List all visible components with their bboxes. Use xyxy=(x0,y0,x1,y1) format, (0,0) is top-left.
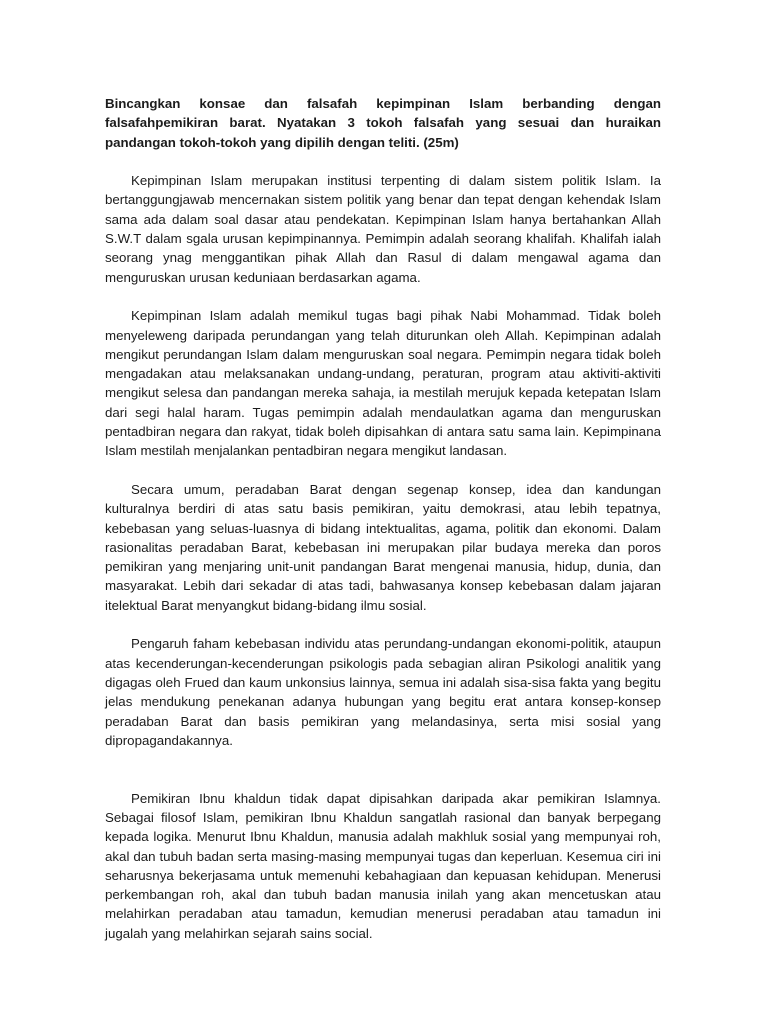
paragraph-kepimpinan-islam-institusi: Kepimpinan Islam merupakan institusi terpenting di dalam sistem politik Islam. Ia bertanggungjawab mencernakan sistem politik yang benar dan tepat dengan kehendak Islam sama ada dalam soal dasar atau pendekatan. Kepimpinan Islam hanya bertahankan Allah S.W.T dalam sgala urusan kepimpinannya. Pemimpin adalah seorang khalifah. Khalifah ialah seorang ynag menggantikan pihak Allah dan Rasul di dalam mengawal agama dan menguruskan urusan keduniaan berdasarkan agama. xyxy=(105,173,661,285)
document-page xyxy=(105,94,661,962)
question-heading: Bincangkan konsae dan falsafah kepimpinan Islam berbanding dengan falsafahpemikiran barat. Nyatakan 3 tokoh falsafah yang sesuai dan huraikan pandangan tokoh-tokoh yang dipilih dengan teliti. (25m) xyxy=(105,96,661,150)
paragraph-peradaban-barat: Secara umum, peradaban Barat dengan segenap konsep, idea dan kandungan kulturalnya berdiri di atas satu basis pemikiran, yaitu demokrasi, atau lebih tepatnya, kebebasan yang seluas-luasnya di bidang intektualitas, agama, politik dan ekonomi. Dalam rasionalitas peradaban Barat, kebebasan ini merupakan pilar budaya mereka dan poros pemikiran yang menjaring unit-unit pandangan Barat mengenai manusia, hidup, dunia, dan masyarakat. Lebih dari sekadar di atas tadi, bahwasanya konsep kebebasan dalam jajaran itelektual Barat menyangkut bidang-bidang ilmu sosial. xyxy=(105,481,661,613)
paragraph-ibnu-khaldun: Pemikiran Ibnu khaldun tidak dapat dipisahkan daripada akar pemikiran Islamnya. Sebagai filosof Islam, pemikiran Ibnu Khaldun sangatlah rasional dan banyak berpegang kepada logika. Menurut Ibnu Khaldun, manusia adalah makhluk sosial yang mempunyai roh, akal dan tubuh badan serta masing-masing mempunyai tugas dan keperluan. Kesemua ciri ini seharusnya bekerjasama untuk memenuhi kebahagiaan dan kepuasan kehidupan. Menerusi perkembangan roh, akal dan tubuh badan manusia inilah yang akan mencetuskan atau melahirkan peradaban atau tamadun, kemudian menerusi peradaban atau tamadun ini jugalah yang melahirkan sejarah sains social. xyxy=(105,790,661,941)
paragraph-kepimpinan-islam-tugas: Kepimpinan Islam adalah memikul tugas bagi pihak Nabi Mohammad. Tidak boleh menyeleweng daripada perundangan yang telah diturunkan oleh Allah. Kepimpinan adalah mengikut perundangan Islam dalam menguruskan soal negara. Pemimpin negara tidak boleh mengadakan atau melaksanakan undang-undang, peraturan, program atau aktiviti-aktiviti mengikut selesa dan pandangan mereka sahaja, ia mestilah merujuk kepada ketepatan Islam dari segi halal haram. Tugas pemimpin adalah mendaulatkan agama dan menguruskan pentadbiran negara dan rakyat, tidak boleh dipisahkan di antara satu sama lain. Kepimpinana Islam mestilah menjalankan pentadbiran negara mengikut landasan. xyxy=(105,308,661,459)
paragraph-pengaruh-kebebasan: Pengaruh faham kebebasan individu atas perundang-undangan ekonomi-politik, ataupun atas kecenderungan-kecenderungan psikologis pada sebagian aliran Psikologi analitik yang digagas oleh Frued dan kaum unkonsius lainnya, semua ini adalah sisa-sisa fakta yang begitu jelas mendukung penekanan adanya hubungan yang begitu erat antara konsep-konsep peradaban Barat dan basis pemikiran yang melandasinya, serta misi sosial yang dipropagandakannya. xyxy=(105,636,661,748)
